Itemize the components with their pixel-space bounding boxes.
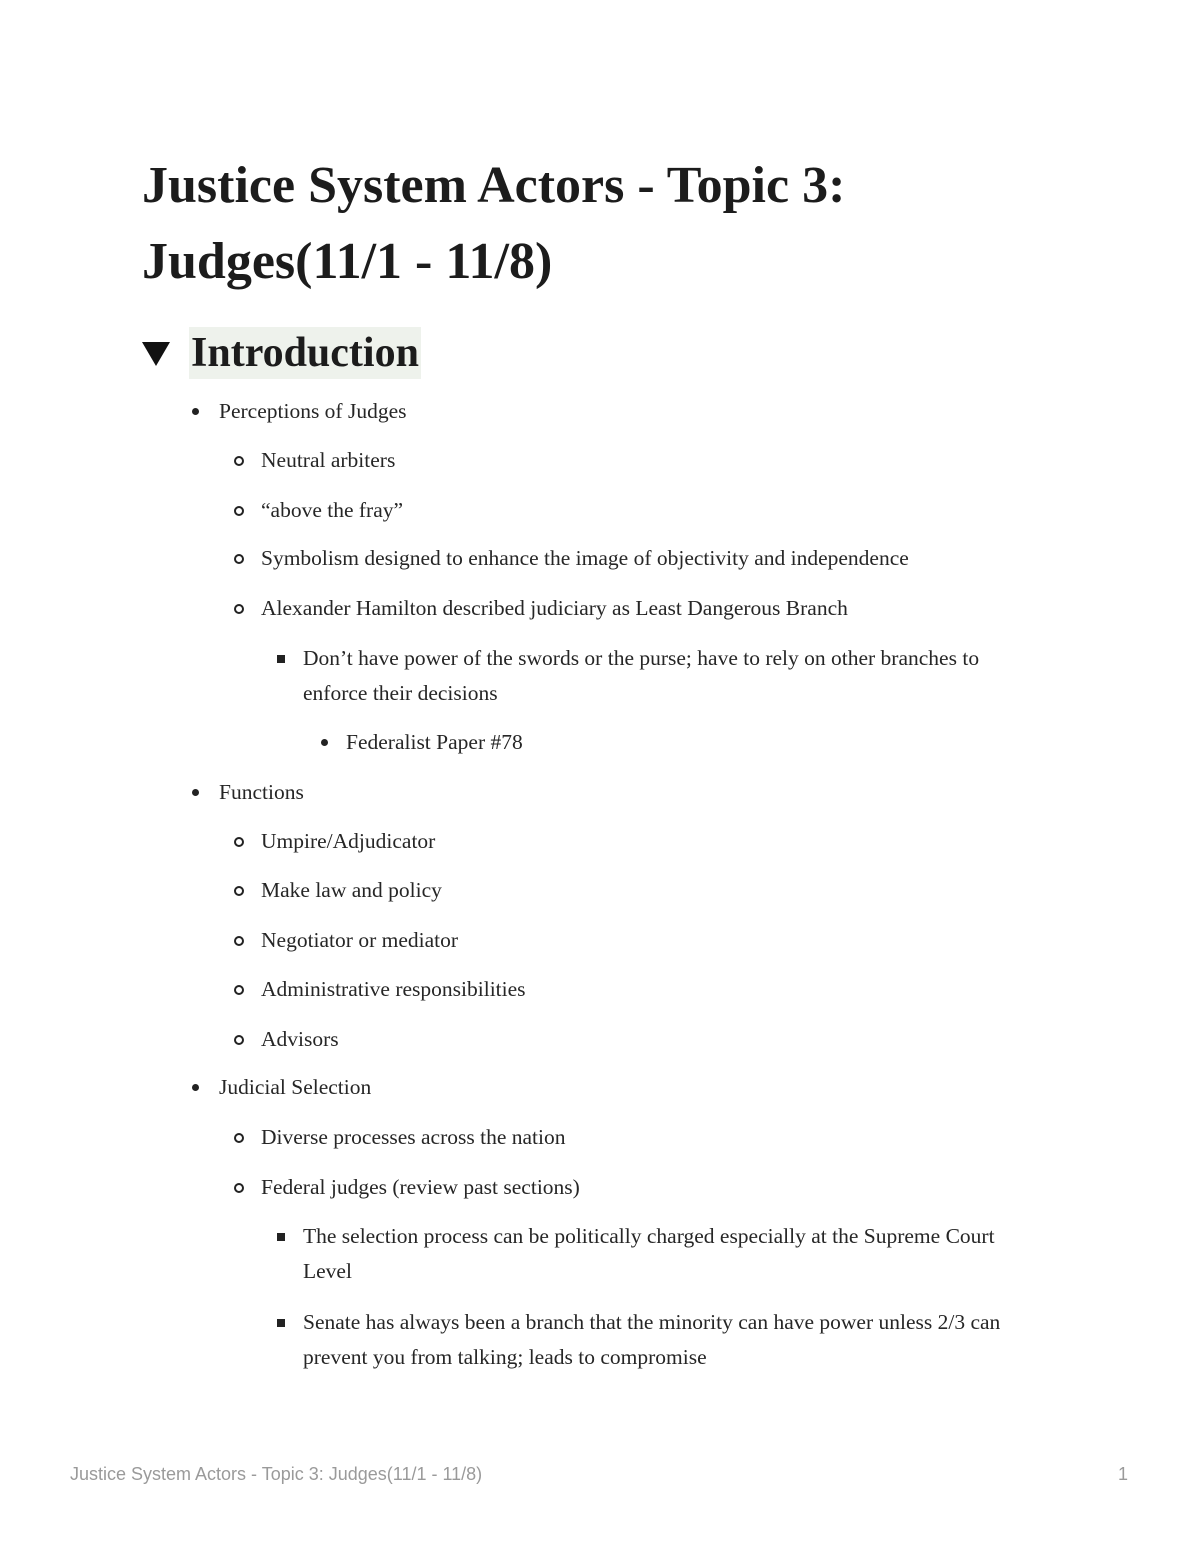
- list-item: Federalist Paper #78: [346, 725, 1046, 760]
- list-item: Administrative responsibilities: [261, 972, 1041, 1007]
- bullet-circle-icon: [234, 985, 244, 995]
- bullet-square-icon: [277, 655, 285, 663]
- bullet-circle-icon: [234, 886, 244, 896]
- list-item: “above the fray”: [261, 493, 1041, 528]
- bullet-disc-icon: [321, 739, 328, 746]
- page-number: 1: [1118, 1464, 1129, 1484]
- footer-title: Justice System Actors - Topic 3: Judges(11/1 - 11/8): [70, 1464, 483, 1484]
- bullet-disc-icon: [192, 408, 199, 415]
- list-item: The selection process can be politically charged especially at the Supreme Court Level: [303, 1219, 1048, 1289]
- list-item: Alexander Hamilton described judiciary as Least Dangerous Branch: [261, 591, 1041, 626]
- bullet-circle-icon: [234, 604, 244, 614]
- section-heading: Introduction: [189, 327, 421, 379]
- list-item: Judicial Selection: [219, 1070, 1019, 1105]
- list-item: Perceptions of Judges: [219, 394, 1019, 429]
- bullet-circle-icon: [234, 554, 244, 564]
- page-title: Justice System Actors - Topic 3: Judges(11/1 - 11/8): [142, 157, 846, 290]
- list-item: Federal judges (review past sections): [261, 1170, 1041, 1205]
- bullet-circle-icon: [234, 1133, 244, 1143]
- list-item: Advisors: [261, 1022, 1041, 1057]
- list-item: Symbolism designed to enhance the image of objectivity and independence: [261, 541, 1041, 576]
- bullet-square-icon: [277, 1319, 285, 1327]
- list-item: Umpire/Adjudicator: [261, 824, 1041, 859]
- triangle-down-icon[interactable]: [142, 342, 170, 366]
- bullet-disc-icon: [192, 1084, 199, 1091]
- bullet-circle-icon: [234, 1183, 244, 1193]
- list-item: Diverse processes across the nation: [261, 1120, 1041, 1155]
- bullet-circle-icon: [234, 506, 244, 516]
- list-item: Negotiator or mediator: [261, 923, 1041, 958]
- list-item: Senate has always been a branch that the minority can have power unless 2/3 can prevent you from talking; leads to compromise: [303, 1305, 1048, 1375]
- bullet-circle-icon: [234, 936, 244, 946]
- list-item: Don’t have power of the swords or the purse; have to rely on other branches to enforce their decisions: [303, 641, 1048, 711]
- bullet-disc-icon: [192, 789, 199, 796]
- bullet-circle-icon: [234, 837, 244, 847]
- bullet-circle-icon: [234, 1035, 244, 1045]
- list-item: Make law and policy: [261, 873, 1041, 908]
- list-item: Functions: [219, 775, 1019, 810]
- bullet-square-icon: [277, 1233, 285, 1241]
- bullet-circle-icon: [234, 456, 244, 466]
- list-item: Neutral arbiters: [261, 443, 1041, 478]
- section-toggle[interactable]: [142, 327, 421, 379]
